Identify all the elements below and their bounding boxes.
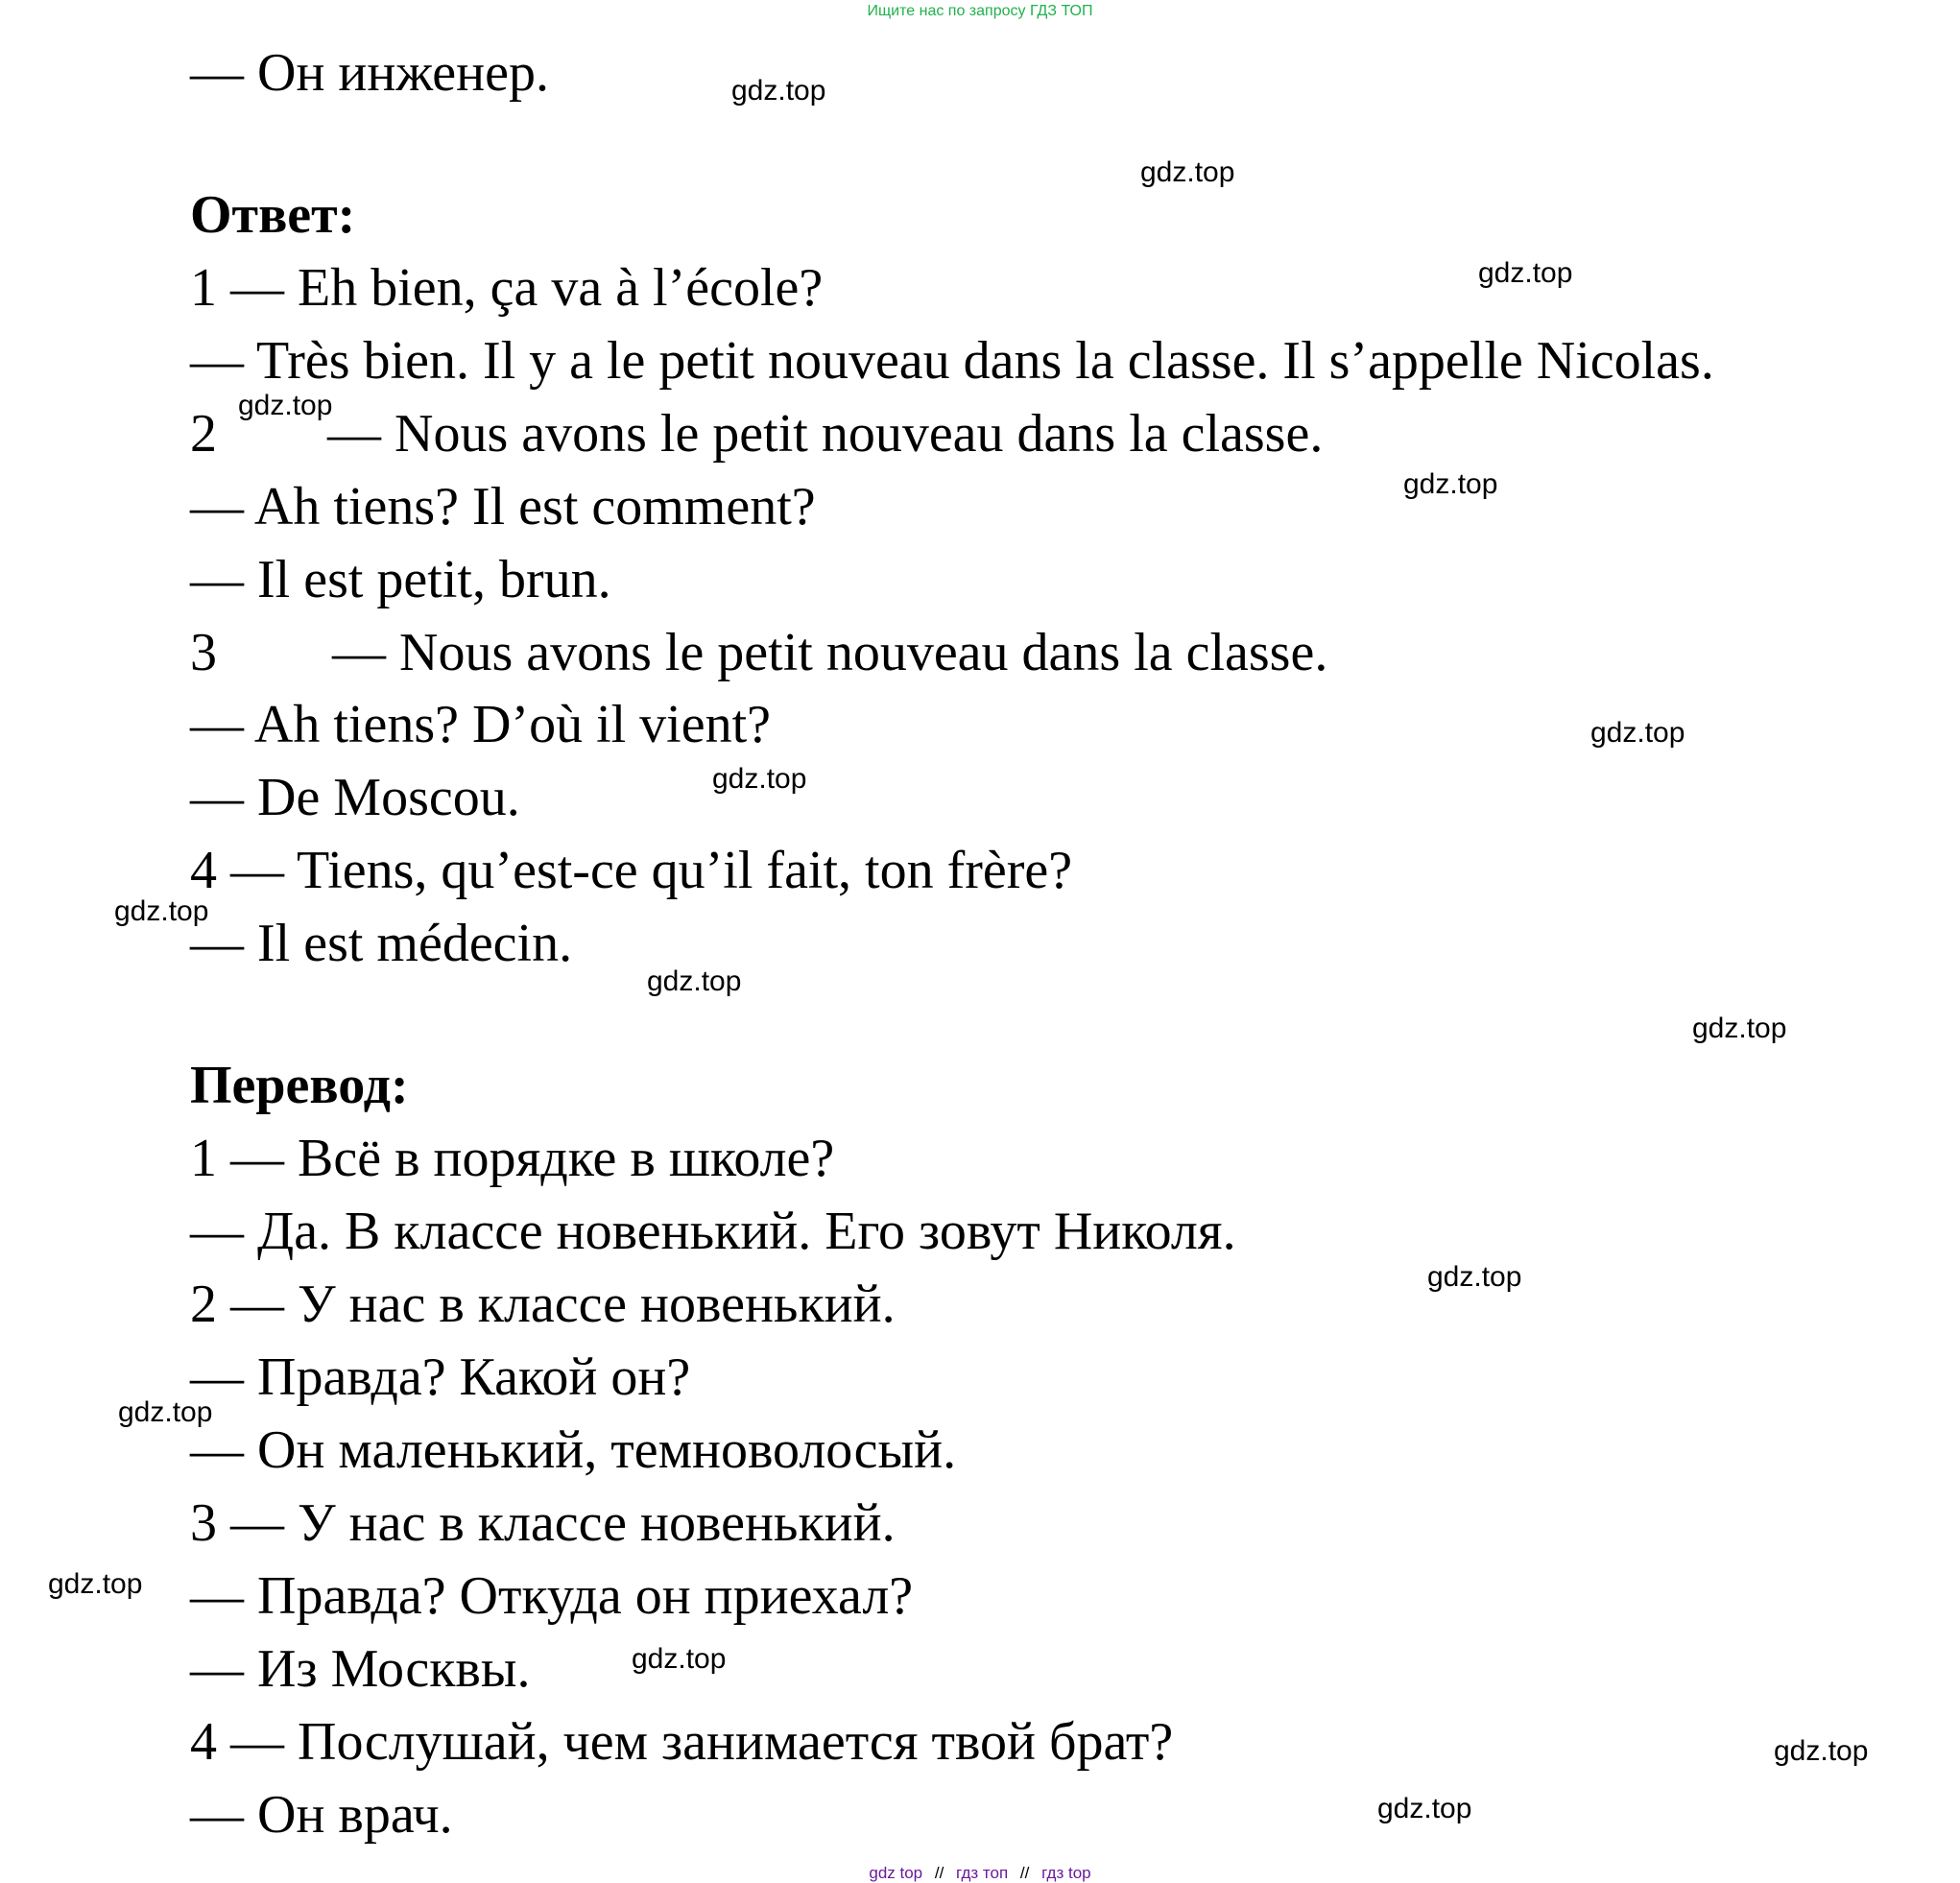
- translation-line: — Правда? Какой он?: [190, 1347, 691, 1407]
- bottom-banner: [0, 1864, 1960, 1883]
- answer-item-number: 2: [190, 404, 217, 464]
- watermark: gdz.top: [48, 1568, 143, 1600]
- answer-item-text: — Nous avons le petit nouveau dans la classe.: [327, 404, 1324, 464]
- bottom-banner-separator: //: [1019, 1864, 1030, 1882]
- answer-line: 1 — Eh bien, ça va à l’école?: [190, 258, 824, 318]
- answer-line: — De Moscou.: [190, 768, 520, 827]
- answer-line: 4 — Tiens, qu’est-ce qu’il fait, ton frère?: [190, 841, 1073, 900]
- top-banner: Ищите нас по запросу ГДЗ ТОП: [867, 3, 1093, 19]
- bottom-banner-separator: //: [934, 1864, 944, 1882]
- translation-line: 4 — Послушай, чем занимается твой брат?: [190, 1712, 1174, 1772]
- watermark: gdz.top: [118, 1396, 213, 1428]
- bottom-banner-link[interactable]: gdz top: [869, 1864, 923, 1882]
- watermark: gdz.top: [238, 390, 333, 421]
- answer-line: — Il est petit, brun.: [190, 550, 611, 609]
- watermark: gdz.top: [1427, 1261, 1522, 1293]
- watermark: gdz.top: [1692, 1013, 1787, 1044]
- watermark: gdz.top: [1377, 1793, 1472, 1824]
- answer-line: — Ah tiens? D’où il vient?: [190, 695, 772, 754]
- watermark: gdz.top: [1140, 156, 1235, 188]
- translation-line: — Правда? Откуда он приехал?: [190, 1566, 914, 1626]
- answer-line: — Il est médecin.: [190, 914, 573, 973]
- watermark: gdz.top: [1774, 1735, 1869, 1767]
- answer-item-text: — Nous avons le petit nouveau dans la classe.: [332, 623, 1328, 682]
- answer-line: — Très bien. Il y a le petit nouveau dans la classe. Il s’appelle Nicolas.: [190, 331, 1714, 391]
- watermark: gdz.top: [1403, 468, 1498, 500]
- translation-line: — Он маленький, темноволосый.: [190, 1420, 957, 1480]
- bottom-banner-link[interactable]: гдз top: [1041, 1864, 1091, 1882]
- watermark: gdz.top: [731, 75, 826, 107]
- answer-item-3: [190, 622, 1327, 683]
- watermark: gdz.top: [632, 1643, 727, 1675]
- watermark: gdz.top: [1590, 717, 1685, 749]
- translation-heading: Перевод:: [190, 1056, 409, 1115]
- translation-line: — Да. В классе новенький. Его зовут Николя.: [190, 1202, 1236, 1261]
- watermark: gdz.top: [712, 763, 807, 795]
- bottom-banner-link[interactable]: гдз топ: [956, 1864, 1009, 1882]
- translation-line: — Из Москвы.: [190, 1639, 531, 1699]
- watermark: gdz.top: [1478, 257, 1573, 289]
- answer-heading: Ответ:: [190, 185, 356, 245]
- intro-line: — Он инженер.: [190, 43, 549, 103]
- translation-line: — Он врач.: [190, 1785, 453, 1845]
- answer-line: — Ah tiens? Il est comment?: [190, 477, 816, 536]
- answer-item-2: [190, 403, 1323, 465]
- answer-item-number: 3: [190, 623, 217, 682]
- watermark: gdz.top: [647, 965, 742, 997]
- translation-line: 2 — У нас в классе новенький.: [190, 1275, 896, 1334]
- translation-line: 3 — У нас в классе новенький.: [190, 1493, 896, 1553]
- translation-line: 1 — Всё в порядке в школе?: [190, 1129, 835, 1188]
- watermark: gdz.top: [114, 895, 209, 927]
